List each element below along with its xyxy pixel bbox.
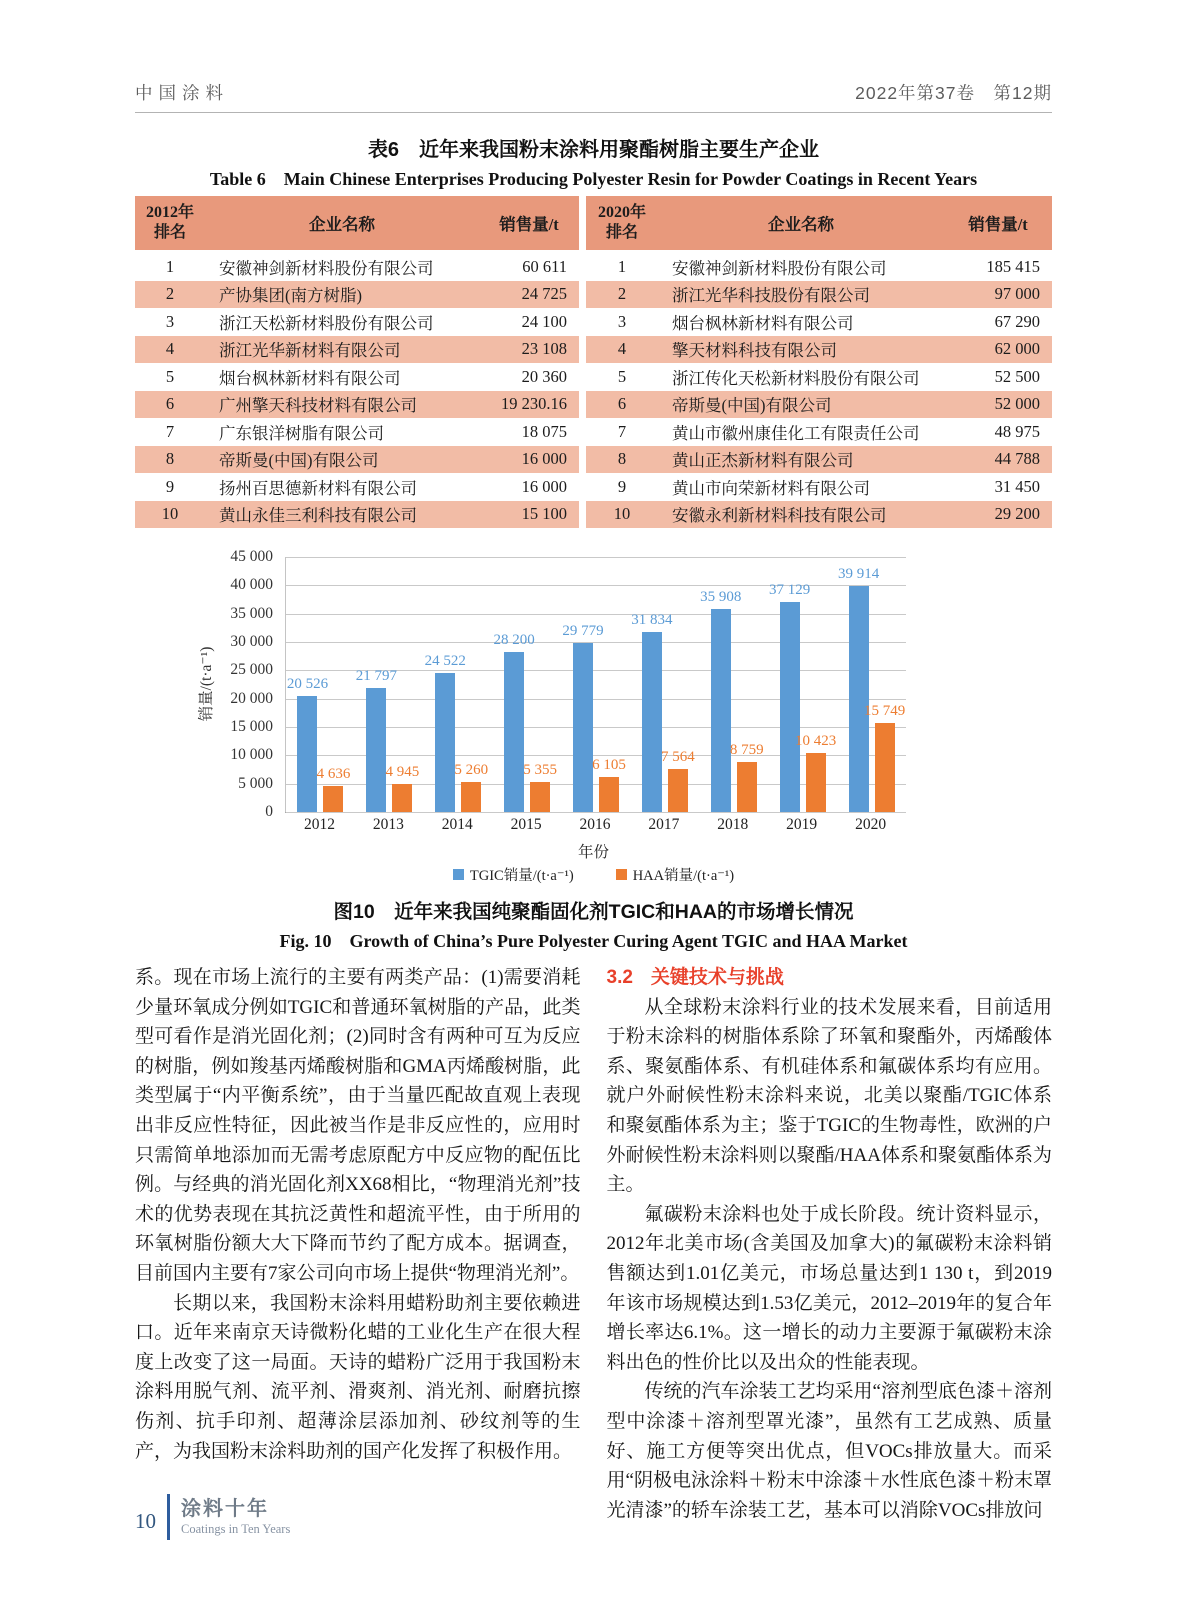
paragraph: 氟碳粉末涂料也处于成长阶段。统计资料显示，2012年北美市场(含美国及加拿大)的氟碳粉末涂料销售额达到1.01亿美元，市场总量达到1 130 t，到2019年该市场规模达到1.53亿美元，2012–2019年的复合年增长率达6.1%。这一增长的动力主要源于氟碳粉末涂料出色的性价比以及出众的性能表现。	[606, 1203, 1052, 1373]
table-cell-name: 安徽永利新材料科技有限公司	[672, 506, 887, 526]
bar-tgic	[700, 588, 742, 812]
bar-group	[286, 557, 355, 812]
table-cell-sales: 24 100	[521, 311, 567, 331]
table-cell-rank: 3	[165, 311, 175, 331]
section-number: 3.2	[606, 967, 633, 988]
y-tick-label: 5 000	[238, 774, 273, 792]
table-cell-rank: 10	[613, 504, 631, 524]
bar-tgic	[562, 623, 604, 812]
table6-left	[135, 196, 579, 528]
column-header-name: 企业名称	[768, 215, 834, 234]
table-row	[586, 253, 1052, 281]
issue-info: 2022年第37卷 第12期	[855, 83, 1052, 103]
table-cell-name: 产协集团(南方树脂)	[219, 286, 362, 306]
footer-brand-en: Coatings in Ten Years	[181, 1521, 291, 1536]
table6	[135, 196, 1052, 528]
table-cell-rank: 7	[165, 421, 175, 441]
y-tick-label: 45 000	[230, 548, 273, 565]
bar-value-label: 4 945	[385, 763, 420, 780]
bar-tgic	[424, 653, 466, 812]
column-header-rank-2020	[586, 203, 658, 243]
rank-header-year: 2020年	[597, 204, 646, 221]
paragraph: 传统的汽车涂装工艺均采用“溶剂型底色漆＋溶剂型中涂漆＋溶剂型罩光漆”，虽然有工艺成熟、质量好、施工方便等突出优点，但VOCs排放量大。而采用“阴极电泳涂料＋粉末中涂漆＋水性底色漆＋粉末罩光清漆”的轿车涂装工艺，基本可以消除VOCs排放问	[606, 1381, 1052, 1521]
page-number: 10	[135, 1509, 156, 1533]
table-cell-rank: 7	[617, 421, 627, 441]
table-cell-name: 扬州百思德新材料有限公司	[219, 478, 417, 498]
y-tick-label: 15 000	[230, 718, 273, 735]
table-cell-sales: 97 000	[994, 284, 1040, 304]
table-cell-sales: 18 075	[521, 421, 567, 441]
section-title: 关键技术与挑战	[650, 967, 784, 988]
x-tick-label: 2013	[372, 816, 404, 833]
paragraph: 系。现在市场上流行的主要有两类产品：(1)需要消耗少量环氧成分例如TGIC和普通环氧树脂的产品，此类型可看作是消光固化剂；(2)同时含有两种可互为反应的树脂，例如羧基丙烯酸树脂和GMA丙烯酸树脂，此类型属于“内平衡系统”，由于当量匹配故直观上表现出非反应性特征，因此被当作是非反应性的，应用时只需简单地添加而无需考虑原配方中反应物的配伍比例。与经典的消光固化剂XX68相比，“物理消光剂”技术的优势表现在其抗泛黄性和超流平性，由于所用的环氧树脂份额大大下降而节约了配方成本。据调查，目前国内主要有7家公司向市场上提供“物理消光剂”。	[135, 967, 581, 1284]
figure10-caption-zh: 图10 近年来我国纯聚酯固化剂TGIC和HAA的市场增长情况	[333, 901, 854, 923]
table-cell-name: 烟台枫林新材料有限公司	[219, 368, 401, 388]
table-header-row	[135, 196, 579, 253]
table-cell-rank: 9	[165, 476, 175, 496]
x-tick-label: 2016	[579, 816, 611, 833]
table-row	[135, 281, 579, 309]
table-row	[135, 253, 579, 281]
bar-group	[493, 557, 562, 812]
figure10-caption-en: Fig. 10 Growth of China’s Pure Polyester Curing Agent TGIC and HAA Market	[279, 931, 908, 951]
table-cell-sales: 185 415	[986, 256, 1040, 276]
table6-title-zh: 表6 近年来我国粉末涂料用聚酯树脂主要生产企业	[367, 139, 820, 161]
table-cell-name: 烟台枫林新材料有限公司	[672, 313, 854, 333]
x-tick-label: 2017	[648, 816, 680, 833]
table-cell-rank: 6	[165, 394, 175, 414]
x-tick-label: 2020	[855, 816, 887, 833]
table-cell-name: 帝斯曼(中国)有限公司	[672, 396, 832, 416]
table-cell-rank: 9	[617, 476, 627, 496]
table-row	[586, 336, 1052, 364]
table-row	[586, 473, 1052, 501]
table-cell-rank: 5	[617, 366, 627, 386]
chart-x-labels	[285, 816, 905, 834]
bar-group	[630, 557, 699, 812]
y-tick-label: 35 000	[230, 604, 273, 622]
chart-plot	[285, 557, 906, 813]
legend-item	[453, 864, 574, 885]
bar-value-label: 8 759	[729, 742, 764, 759]
legend-item	[616, 864, 734, 885]
rank-header-label: 排名	[605, 224, 638, 241]
table-cell-sales: 29 200	[994, 504, 1040, 524]
table-cell-name: 黄山市徽州康佳化工有限责任公司	[672, 423, 920, 443]
table-row	[135, 418, 579, 446]
table-cell-name: 帝斯曼(中国)有限公司	[219, 451, 379, 471]
bar-group	[424, 557, 493, 812]
table-cell-sales: 20 360	[521, 366, 567, 386]
column-header-name: 企业名称	[309, 215, 375, 234]
bar-tgic	[769, 581, 811, 812]
table-row	[586, 363, 1052, 391]
x-tick-label: 2012	[303, 816, 335, 833]
table-cell-rank: 6	[617, 394, 627, 414]
body-columns	[135, 963, 1052, 1525]
legend-swatch-icon	[453, 869, 464, 880]
chart-y-axis-label: 销量/(t·a⁻¹)	[198, 646, 215, 722]
bar-tgic	[286, 675, 329, 812]
y-tick-label: 25 000	[230, 661, 273, 679]
table-cell-sales: 52 000	[994, 394, 1040, 414]
table-cell-sales: 62 000	[994, 339, 1040, 359]
table-row	[586, 281, 1052, 309]
bar-haa	[385, 763, 420, 812]
bar-group	[768, 557, 837, 812]
table-cell-name: 黄山正杰新材料有限公司	[672, 451, 854, 471]
table-cell-sales: 15 100	[521, 504, 567, 524]
bar-value-label: 31 834	[631, 611, 673, 628]
bar-value-label: 7 564	[661, 749, 695, 766]
x-tick-label: 2014	[441, 816, 473, 833]
table-row	[135, 391, 579, 419]
bar-haa	[523, 761, 557, 812]
legend-label: HAA销量/(t·a⁻¹)	[632, 868, 735, 884]
table-cell-sales: 24 725	[521, 284, 567, 304]
bar-group	[699, 557, 768, 812]
bar-value-label: 39 914	[837, 565, 880, 582]
right-column	[607, 963, 1053, 1525]
table-row	[586, 308, 1052, 336]
table-cell-sales: 16 000	[521, 449, 567, 469]
bar-value-label: 6 105	[592, 757, 626, 774]
table-row	[586, 391, 1052, 419]
bar-value-label: 37 129	[769, 581, 811, 598]
table-cell-rank: 5	[165, 366, 175, 386]
table-cell-sales: 44 788	[994, 449, 1040, 469]
bar-group	[837, 557, 906, 812]
table-row	[135, 336, 579, 364]
column-header-sales: 销售量/t	[499, 215, 559, 234]
table-cell-name: 浙江天松新材料股份有限公司	[219, 313, 434, 333]
table-cell-name: 广东银洋树脂有限公司	[219, 423, 384, 443]
page-footer	[135, 1494, 290, 1540]
bar-tgic	[493, 632, 535, 812]
bar-value-label: 4 636	[316, 765, 351, 782]
table-cell-rank: 1	[165, 256, 175, 276]
chart-legend	[135, 864, 1052, 885]
bar-value-label: 24 522	[424, 653, 466, 670]
bar-haa	[863, 702, 906, 812]
bar-value-label: 21 797	[355, 668, 397, 685]
table-row	[135, 446, 579, 474]
table-cell-sales: 67 290	[994, 311, 1040, 331]
bar-value-label: 5 355	[523, 761, 557, 778]
table-cell-rank: 2	[617, 284, 627, 304]
table-cell-sales: 16 000	[521, 476, 567, 496]
table-cell-rank: 2	[165, 284, 175, 304]
table-row	[135, 473, 579, 501]
column-header-rank-2012	[135, 203, 205, 243]
table-row	[135, 363, 579, 391]
bar-group	[562, 557, 631, 812]
table6-right-body	[586, 253, 1052, 528]
paragraph: 从全球粉末涂料行业的技术发展来看，目前适用于粉末涂料的树脂体系除了环氧和聚酯外，丙烯酸体系、聚氨酯体系、有机硅体系和氟碳体系均有应用。就户外耐候性粉末涂料来说，北美以聚酯/TGIC体系和聚氨酯体系为主；鉴于TGIC的生物毒性，欧洲的户外耐候性粉末涂料则以聚酯/HAA体系和聚氨酯体系为主。	[606, 996, 1052, 1196]
table-cell-rank: 10	[161, 504, 179, 524]
gridline	[286, 812, 906, 813]
bar-value-label: 15 749	[863, 702, 906, 719]
table-cell-sales: 23 108	[521, 339, 567, 359]
table-row	[586, 446, 1052, 474]
bar-tgic	[837, 565, 880, 812]
table-cell-sales: 60 611	[522, 256, 567, 276]
table-cell-rank: 4	[165, 339, 175, 359]
column-header-sales: 销售量/t	[968, 215, 1028, 234]
y-tick-label: 0	[265, 803, 273, 820]
bar-value-label: 20 526	[286, 675, 329, 692]
section-heading	[607, 963, 1053, 993]
table6-right	[586, 196, 1052, 528]
table-cell-name: 浙江光华新材料有限公司	[219, 341, 401, 361]
chart-x-axis-label: 年份	[577, 844, 609, 861]
bar-haa	[795, 732, 837, 812]
rank-header-year: 2012年	[145, 204, 194, 221]
left-column	[135, 963, 581, 1525]
table-cell-name: 安徽神剑新材料股份有限公司	[672, 258, 887, 278]
table-row	[135, 501, 579, 529]
table-cell-sales: 52 500	[994, 366, 1040, 386]
y-tick-label: 20 000	[230, 689, 273, 707]
bar-value-label: 35 908	[700, 588, 742, 605]
bar-haa	[661, 749, 695, 812]
page-header	[135, 0, 1052, 113]
chart-figure	[135, 544, 1052, 892]
table-cell-sales: 31 450	[994, 476, 1040, 496]
table-cell-name: 擎天材料科技有限公司	[672, 341, 837, 361]
x-tick-label: 2018	[717, 816, 749, 833]
table-cell-rank: 8	[165, 449, 175, 469]
x-tick-label: 2019	[786, 816, 818, 833]
table-cell-name: 广州擎天科技材料有限公司	[219, 396, 417, 416]
table-cell-name: 黄山永佳三利科技有限公司	[219, 506, 417, 526]
table-header-row	[586, 196, 1052, 253]
table-cell-rank: 4	[617, 339, 627, 359]
paragraph: 长期以来，我国粉末涂料用蜡粉助剂主要依赖进口。近年来南京天诗微粉化蜡的工业化生产在很大程度上改变了这一局面。天诗的蜡粉广泛用于我国粉末涂料用脱气剂、流平剂、滑爽剂、消光剂、耐磨抗擦伤剂、抗手印剂、超薄涂层添加剂、砂纹剂等的生产，为我国粉末涂料助剂的国产化发挥了积极作用。	[135, 1292, 581, 1462]
legend-label: TGIC销量/(t·a⁻¹)	[469, 868, 574, 884]
y-tick-label: 30 000	[230, 633, 273, 650]
chart-y-ticks	[135, 548, 273, 820]
bar-value-label: 28 200	[493, 632, 535, 649]
table-cell-name: 安徽神剑新材料股份有限公司	[219, 258, 434, 278]
bar-value-label: 10 423	[795, 732, 837, 749]
bar-haa	[316, 765, 351, 812]
table-cell-name: 浙江光华科技股份有限公司	[672, 286, 870, 306]
journal-name: 中国涂料	[135, 83, 229, 103]
table-cell-rank: 3	[617, 311, 627, 331]
footer-accent-bar	[167, 1494, 170, 1540]
bar-haa	[729, 742, 764, 812]
table-cell-sales: 48 975	[994, 421, 1040, 441]
footer-brand-zh: 涂料十年	[181, 1497, 269, 1520]
table6-left-body	[135, 253, 579, 528]
bar-value-label: 29 779	[562, 623, 604, 640]
bar-group	[355, 557, 424, 812]
table-row	[586, 501, 1052, 529]
bar-tgic	[355, 668, 397, 812]
table6-title-en: Table 6 Main Chinese Enterprises Producing Polyester Resin for Powder Coatings in Recent Years	[209, 169, 978, 189]
x-tick-label: 2015	[510, 816, 542, 833]
bar-tgic	[631, 611, 673, 812]
table-cell-rank: 1	[617, 256, 627, 276]
y-tick-label: 40 000	[230, 576, 273, 594]
table-row	[135, 308, 579, 336]
bar-haa	[592, 757, 626, 812]
chart-bars	[286, 557, 906, 812]
table-cell-rank: 8	[617, 449, 627, 469]
table-row	[586, 418, 1052, 446]
table-cell-sales: 19 230.16	[501, 394, 567, 414]
bar-haa	[454, 762, 489, 812]
table-cell-name: 黄山市向荣新材料有限公司	[672, 478, 870, 498]
y-tick-label: 10 000	[230, 746, 273, 764]
legend-swatch-icon	[616, 869, 627, 880]
rank-header-label: 排名	[153, 224, 186, 241]
table-cell-name: 浙江传化天松新材料股份有限公司	[672, 368, 920, 388]
bar-value-label: 5 260	[454, 762, 489, 779]
